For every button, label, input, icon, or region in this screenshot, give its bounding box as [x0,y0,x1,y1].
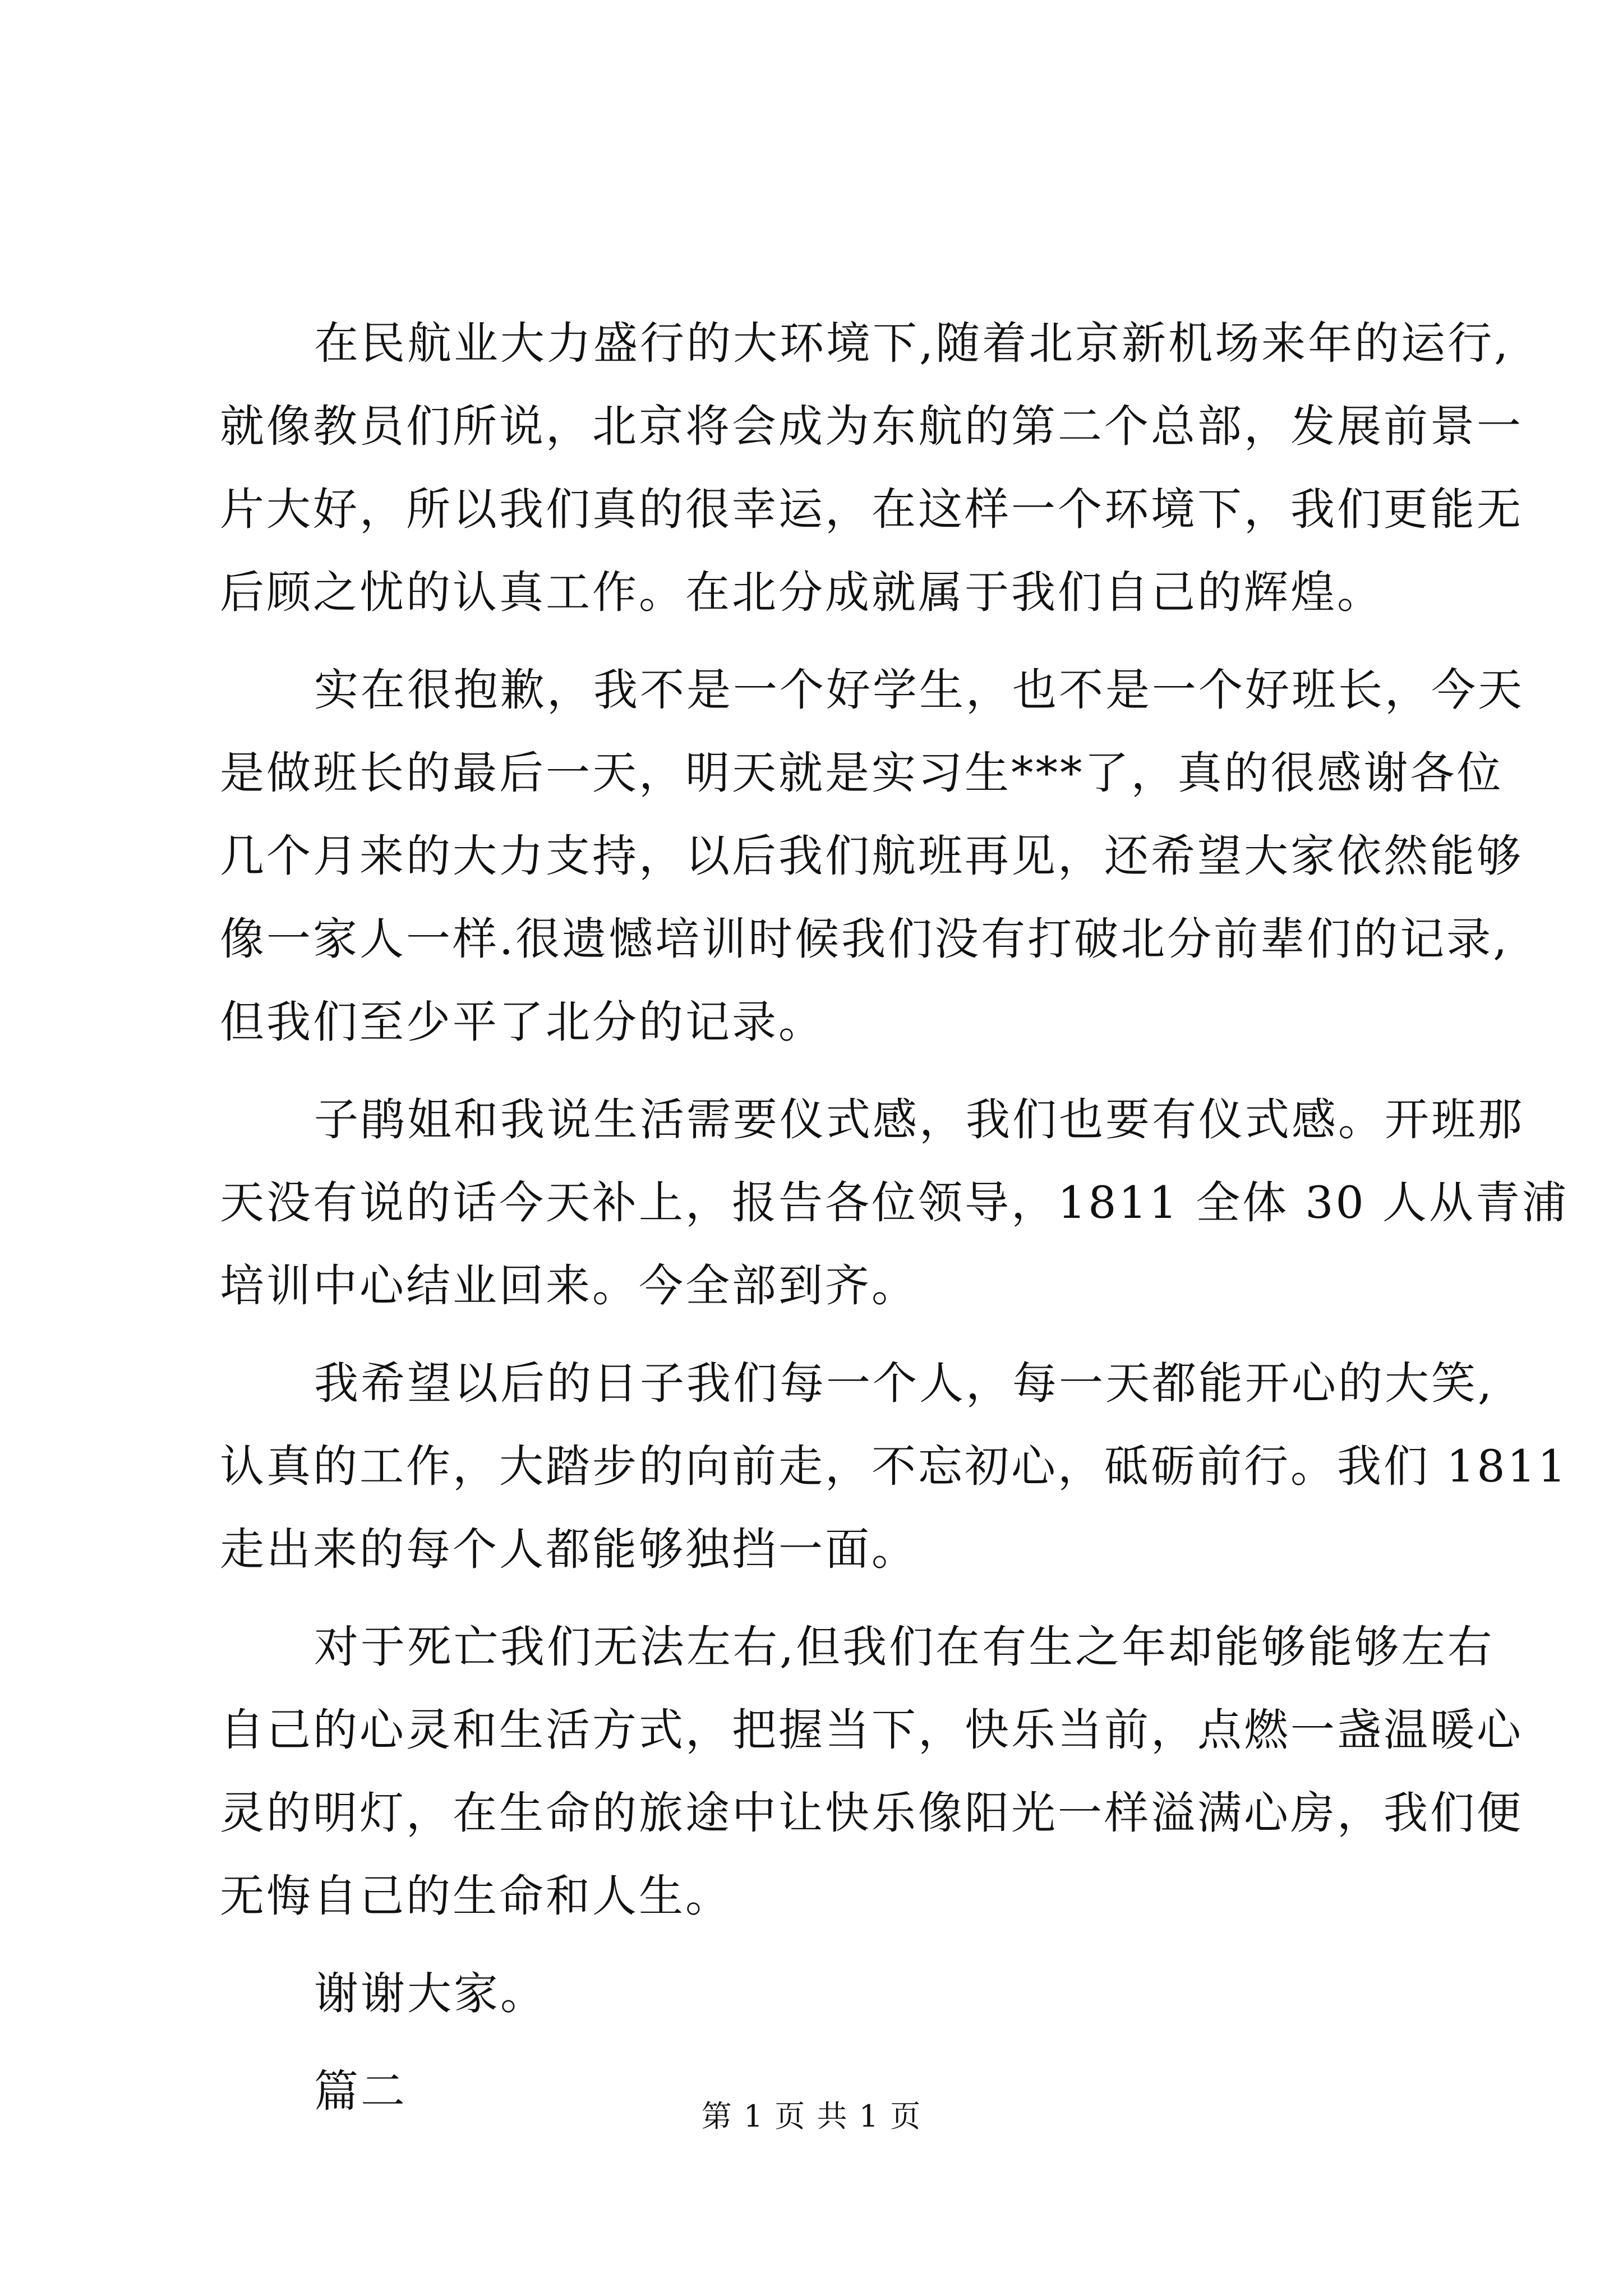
text-line: 对于死亡我们无法左右,但我们在有生之年却能够能够左右 [314,1621,1495,1673]
text-line: 我希望以后的日子我们每一个人，每一天都能开心的大笑, [314,1358,1495,1409]
paragraph-spacer [220,634,1482,648]
text-line: 自己的心灵和生活方式，把握当下，快乐当前，点燃一盏温暖心 [220,1704,1523,1756]
text-line: 就像教员们所说，北京将会成为东航的第二个总部，发展前景一 [220,401,1523,452]
paragraph [220,648,1524,1064]
paragraph [220,1078,1569,1327]
paragraph-spacer [220,1591,1482,1605]
text-line: 但我们至少平了北分的记录。 [220,996,825,1048]
text-line: 子鹃姐和我说生活需要仪式感，我们也要有仪式感。开班那 [314,1094,1524,1145]
paragraph [220,302,1523,634]
page-number-label: 第 1 页 共 1 页 [701,2099,922,2134]
text-line: 篇二 [314,2065,407,2117]
paragraph-spacer [220,1327,1482,1342]
paragraph [220,1342,1569,1591]
text-line: 是做班长的最后一天，明天就是实习生***了，真的很感谢各位 [220,747,1504,799]
text-line: 认真的工作，大踏步的向前走，不忘初心，砥砺前行。我们 1811 [220,1441,1569,1492]
paragraph-spacer [220,1064,1482,1078]
text-line: 几个月来的大力支持，以后我们航班再见，还希望大家依然能够 [220,830,1523,882]
paragraph [220,1952,1482,2035]
text-line: 像一家人一样.很遗憾培训时候我们没有打破北分前辈们的记录, [220,913,1510,965]
text-line: 谢谢大家。 [314,1968,547,2019]
text-line: 走出来的每个人都能够独挡一面。 [220,1524,918,1575]
text-line: 天没有说的话今天补上，报告各位领导，1811 全体 30 人从青浦 [220,1177,1569,1228]
text-line: 无悔自己的生命和人生。 [220,1870,732,1922]
paragraph-spacer [220,1938,1482,1952]
text-line: 灵的明灯，在生命的旅途中让快乐像阳光一样溢满心房，我们便 [220,1787,1523,1839]
page-footer [0,2097,1623,2136]
text-line: 后顾之忧的认真工作。在北分成就属于我们自己的辉煌。 [220,567,1384,618]
text-line: 实在很抱歉，我不是一个好学生，也不是一个好班长，今天 [314,664,1524,716]
paragraph [220,1605,1523,1938]
text-line: 培训中心结业回来。今全部到齐。 [220,1260,918,1312]
text-line: 片大好，所以我们真的很幸运，在这样一个环境下，我们更能无 [220,484,1523,535]
text-line: 在民航业大力盛行的大环境下,随着北京新机场来年的运行, [314,318,1511,369]
paragraph-spacer [220,2035,1482,2050]
document-body [220,302,1569,2133]
